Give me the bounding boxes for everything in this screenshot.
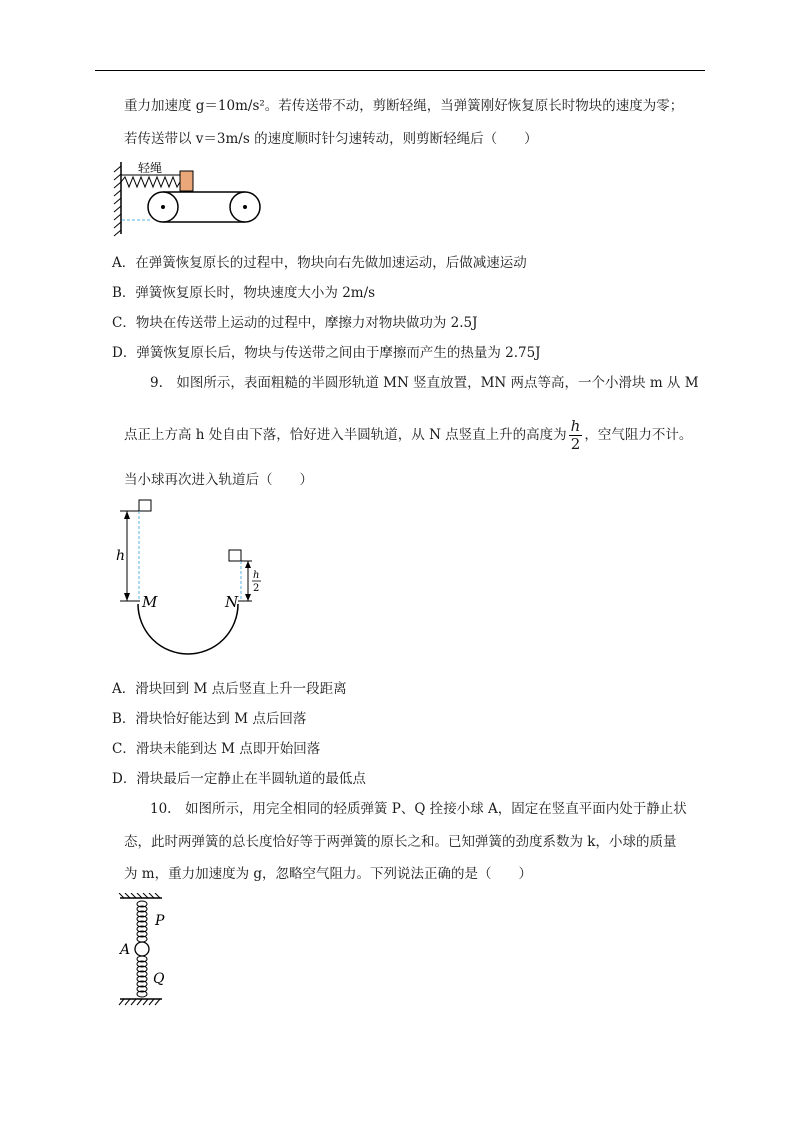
q9-line-2b: ，空气阻力不计。 [584, 427, 693, 443]
q10-line-3: 为 m，重力加速度为 g，忽略空气阻力。下列说法正确的是（ ） [124, 866, 533, 882]
q9-line-3: 当小球再次进入轨道后（ ） [124, 472, 313, 488]
q9-option-c: C．滑块未能到达 M 点即开始回落 [112, 741, 321, 757]
q-label: Q [153, 971, 165, 987]
q9-line-2a: 点正上方高 h 处自由下落，恰好进入半圆轨道，从 N 点竖直上升的高度为 [124, 427, 567, 443]
semicircle-track-figure [108, 494, 268, 666]
q8-option-d: D．弹簧恢复原长后，物块与传送带之间由于摩擦而产生的热量为 2.75J [112, 345, 541, 361]
q8-option-c: C．物块在传送带上运动的过程中，摩擦力对物块做功为 2.5J [112, 315, 478, 331]
q9-line-2 [124, 418, 692, 453]
h-over-2-fraction: $\frac{h}{2}$ [570, 417, 581, 453]
q8-line-2: 若传送带以 v＝3m/s 的速度顺时针匀速转动，则剪断轻绳后（ ） [124, 131, 538, 147]
header-rule [95, 70, 705, 71]
conveyor-figure [108, 158, 273, 238]
semicircle-track [138, 604, 238, 654]
spring-ball-figure [112, 893, 182, 1011]
m-label: M [142, 593, 158, 611]
q8-option-b: B．弹簧恢复原长时，物块速度大小为 2m/s [112, 285, 376, 301]
q10-line-2: 态，此时两弹簧的总长度恰好等于两弹簧的原长之和。已知弹簧的劲度系数为 k，小球的质量 [124, 834, 677, 850]
block [180, 171, 193, 191]
n-label: N [225, 593, 239, 611]
q9-line-1: 9. 如图所示，表面粗糙的半圆形轨道 MN 竖直放置，MN 两点等高，一个小滑块 m 从 M [150, 375, 699, 391]
q8-line-1: 重力加速度 g＝10m/s²。若传送带不动，剪断轻绳，当弹簧刚好恢复原长时物块的速度为零； [124, 98, 684, 114]
p-label: P [155, 913, 165, 929]
ball-a [135, 942, 149, 956]
h-label: h [116, 548, 126, 564]
q9-option-d: D．滑块最后一定静止在半圆轨道的最低点 [112, 771, 366, 787]
q9-option-b: B．滑块恰好能达到 M 点后回落 [112, 711, 307, 727]
spring-p [137, 901, 147, 942]
q9-option-a: A．滑块回到 M 点后竖直上升一段距离 [112, 681, 347, 697]
q10-line-1: 10. 如图所示，用完全相同的轻质弹簧 P、Q 拴接小球 A，固定在竖直平面内处于静止状 [150, 801, 687, 817]
a-label: A [120, 942, 131, 958]
half-h-num: h [253, 570, 260, 581]
half-h-den: 2 [253, 583, 260, 594]
rope-label: 轻绳 [138, 161, 163, 175]
spring-q [137, 956, 147, 997]
q8-option-a: A．在弹簧恢复原长的过程中，物块向右先做加速运动，后做减速运动 [112, 255, 527, 271]
